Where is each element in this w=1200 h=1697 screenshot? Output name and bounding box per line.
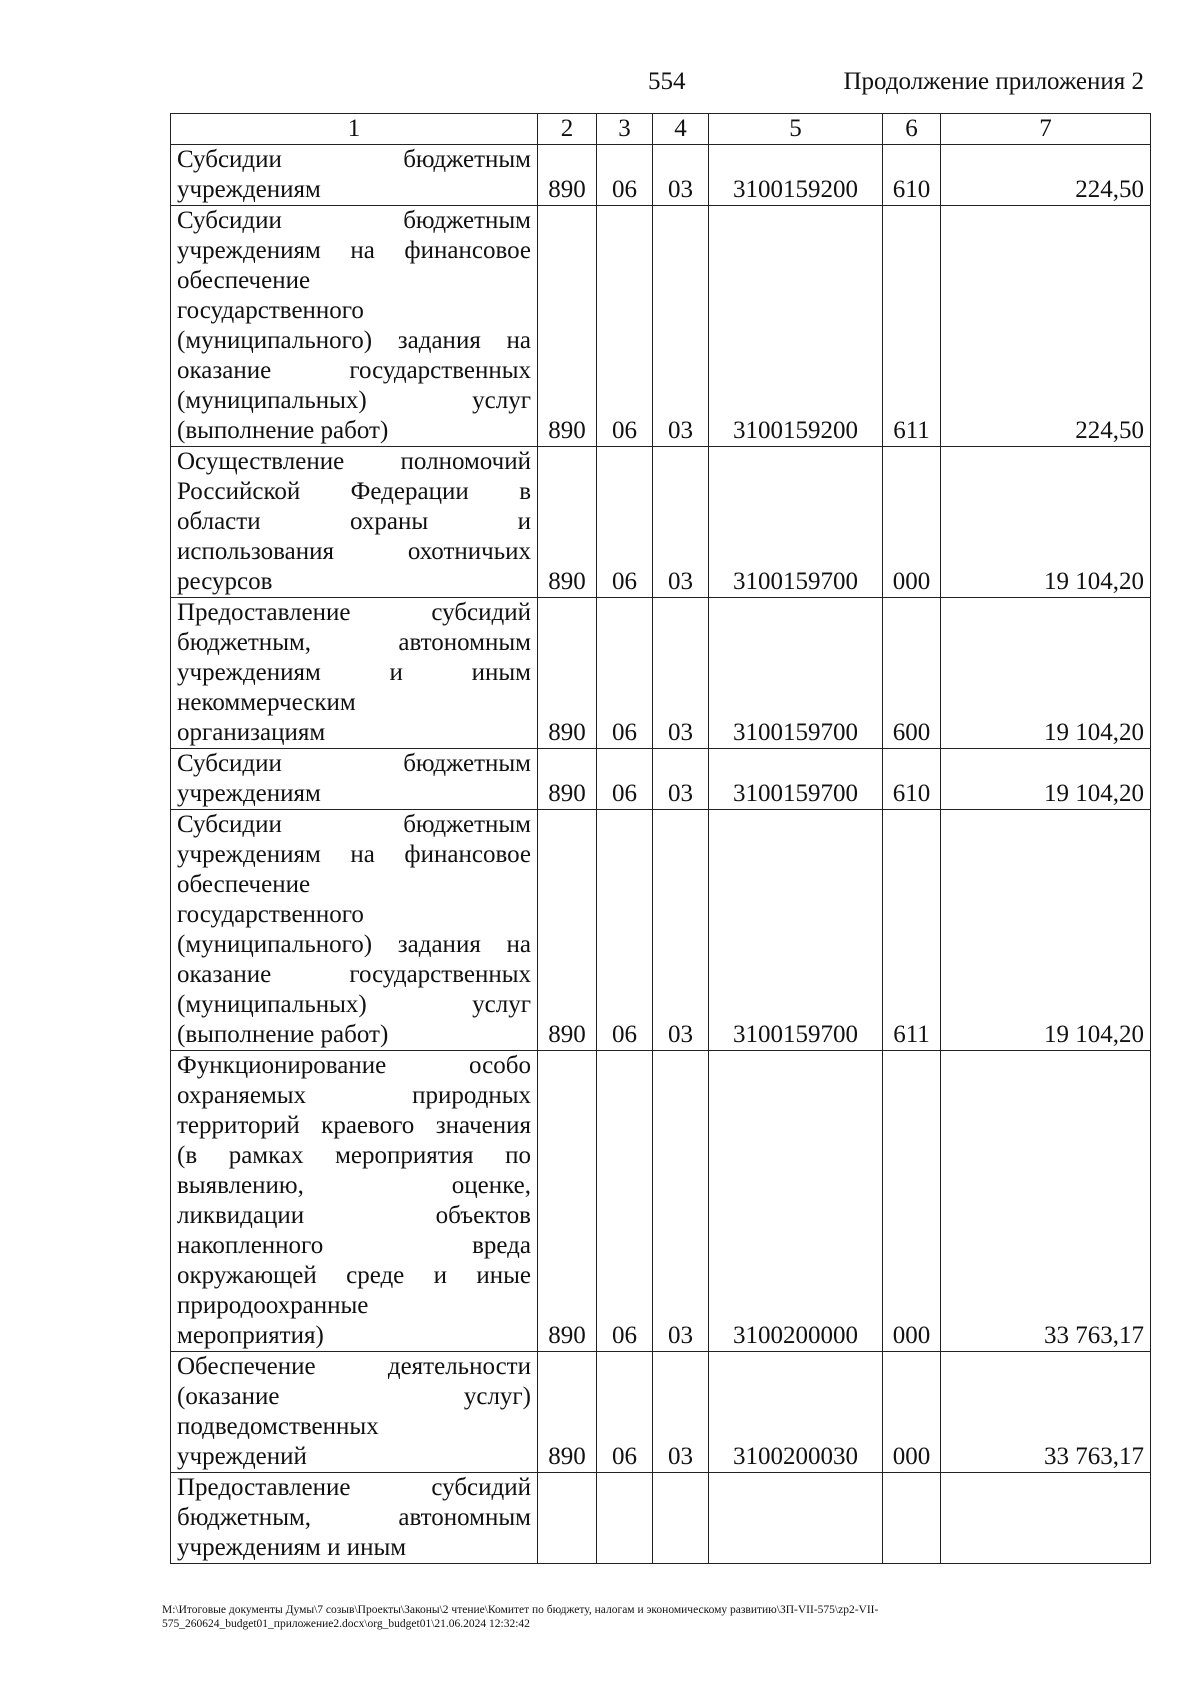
target-article-code: [709, 1473, 883, 1564]
description-line: Предоставление субсидий: [177, 599, 531, 626]
amount: 19 104,20: [941, 749, 1151, 810]
ministry-code: 890: [538, 1352, 597, 1473]
description-line: (в рамках мероприятия по: [177, 1142, 531, 1169]
description-line: учреждениям: [177, 780, 321, 807]
table-row: [171, 1473, 1151, 1564]
amount: 19 104,20: [941, 598, 1151, 749]
description-line: Российской Федерации в: [177, 478, 531, 505]
column-header-6: 6: [883, 114, 941, 145]
budget-table: [170, 113, 1151, 1564]
subsection-code: 03: [653, 810, 709, 1051]
section-code: [597, 1473, 653, 1564]
description-line: территорий краевого значения: [177, 1112, 531, 1139]
target-article-code: 3100200030: [709, 1352, 883, 1473]
description-line: Предоставление субсидий: [177, 1474, 531, 1501]
row-description: [171, 447, 538, 598]
description-line: Функционирование особо: [177, 1052, 531, 1079]
section-code: 06: [597, 749, 653, 810]
section-code: 06: [597, 145, 653, 206]
expense-type-code: 000: [883, 447, 941, 598]
description-line: (муниципальных) услуг: [177, 387, 531, 414]
section-code: 06: [597, 1352, 653, 1473]
table-body: [171, 145, 1151, 1564]
amount: 33 763,17: [941, 1352, 1151, 1473]
description-line: Субсидии бюджетным: [177, 146, 531, 173]
subsection-code: 03: [653, 598, 709, 749]
section-code: 06: [597, 1051, 653, 1352]
column-header-4: 4: [653, 114, 709, 145]
table-row: [171, 749, 1151, 810]
continuation-title: Продолжение приложения 2: [843, 68, 1144, 95]
description-line: государственного: [177, 297, 364, 324]
subsection-code: 03: [653, 447, 709, 598]
target-article-code: 3100159700: [709, 749, 883, 810]
amount: 33 763,17: [941, 1051, 1151, 1352]
subsection-code: 03: [653, 1051, 709, 1352]
table-row: [171, 598, 1151, 749]
description-line: окружающей среде и иные: [177, 1262, 531, 1289]
description-line: (выполнение работ): [177, 417, 389, 444]
table-row: [171, 1352, 1151, 1473]
description-line: учреждениям: [177, 176, 321, 203]
amount: 19 104,20: [941, 447, 1151, 598]
description-line: природоохранные: [177, 1292, 369, 1319]
row-description: [171, 145, 538, 206]
column-header-2: 2: [538, 114, 597, 145]
expense-type-code: 610: [883, 749, 941, 810]
amount: 19 104,20: [941, 810, 1151, 1051]
table-row: [171, 206, 1151, 447]
description-line: мероприятия): [177, 1322, 324, 1349]
description-line: (выполнение работ): [177, 1021, 389, 1048]
description-line: оказание государственных: [177, 961, 531, 988]
footer-file-path: M:\Итоговые документы Думы\7 созыв\Проекты\Законы\2 чтение\Комитет по бюджету, налогам и экономическому развитию\ЗП-VII-575\zp2-VII-575_260624_budget01_приложение2.docx\org_budget01\21.06.2024 12:32:42: [162, 1604, 879, 1630]
column-header-3: 3: [597, 114, 653, 145]
description-line: учреждениям и иным: [177, 659, 531, 686]
subsection-code: 03: [653, 749, 709, 810]
description-line: выявлению, оценке,: [177, 1172, 531, 1199]
row-description: [171, 598, 538, 749]
ministry-code: 890: [538, 206, 597, 447]
table-row: [171, 1051, 1151, 1352]
description-line: Обеспечение деятельности: [177, 1353, 531, 1380]
section-code: 06: [597, 810, 653, 1051]
description-line: (оказание услуг): [177, 1383, 531, 1410]
description-line: учреждениям и иным: [177, 1534, 407, 1561]
expense-type-code: 610: [883, 145, 941, 206]
subsection-code: 03: [653, 206, 709, 447]
ministry-code: 890: [538, 145, 597, 206]
description-line: Осуществление полномочий: [177, 448, 531, 475]
description-line: ликвидации объектов: [177, 1202, 531, 1229]
section-code: 06: [597, 447, 653, 598]
description-line: охраняемых природных: [177, 1082, 531, 1109]
description-line: бюджетным, автономным: [177, 629, 531, 656]
ministry-code: 890: [538, 1051, 597, 1352]
ministry-code: 890: [538, 810, 597, 1051]
row-description: [171, 206, 538, 447]
section-code: 06: [597, 598, 653, 749]
target-article-code: 3100200000: [709, 1051, 883, 1352]
description-line: государственного: [177, 901, 364, 928]
expense-type-code: [883, 1473, 941, 1564]
table-header-row: [171, 114, 1151, 145]
row-description: [171, 1473, 538, 1564]
target-article-code: 3100159700: [709, 810, 883, 1051]
description-line: Субсидии бюджетным: [177, 750, 531, 777]
ministry-code: 890: [538, 749, 597, 810]
section-code: 06: [597, 206, 653, 447]
description-line: подведомственных: [177, 1413, 379, 1440]
description-line: (муниципального) задания на: [177, 931, 531, 958]
ministry-code: 890: [538, 447, 597, 598]
description-line: Субсидии бюджетным: [177, 207, 531, 234]
description-line: учреждениям на финансовое: [177, 237, 531, 264]
table-row: [171, 447, 1151, 598]
description-line: оказание государственных: [177, 357, 531, 384]
description-line: Субсидии бюджетным: [177, 811, 531, 838]
column-header-5: 5: [709, 114, 883, 145]
column-header-1: 1: [171, 114, 538, 145]
description-line: некоммерческим: [177, 689, 356, 716]
description-line: (муниципальных) услуг: [177, 991, 531, 1018]
description-line: ресурсов: [177, 568, 273, 595]
target-article-code: 3100159200: [709, 206, 883, 447]
amount: [941, 1473, 1151, 1564]
column-header-7: 7: [941, 114, 1151, 145]
expense-type-code: 611: [883, 206, 941, 447]
row-description: [171, 1051, 538, 1352]
subsection-code: [653, 1473, 709, 1564]
description-line: организациям: [177, 719, 326, 746]
target-article-code: 3100159700: [709, 598, 883, 749]
ministry-code: 890: [538, 598, 597, 749]
expense-type-code: 000: [883, 1051, 941, 1352]
ministry-code: [538, 1473, 597, 1564]
description-line: обеспечение: [177, 871, 311, 898]
expense-type-code: 000: [883, 1352, 941, 1473]
description-line: области охраны и: [177, 508, 531, 535]
row-description: [171, 810, 538, 1051]
description-line: использования охотничьих: [177, 538, 531, 565]
page-number: 554: [648, 68, 686, 95]
target-article-code: 3100159200: [709, 145, 883, 206]
description-line: накопленного вреда: [177, 1232, 531, 1259]
description-line: бюджетным, автономным: [177, 1504, 531, 1531]
description-line: учреждений: [177, 1443, 307, 1470]
table-row: [171, 145, 1151, 206]
amount: 224,50: [941, 206, 1151, 447]
expense-type-code: 611: [883, 810, 941, 1051]
amount: 224,50: [941, 145, 1151, 206]
row-description: [171, 1352, 538, 1473]
description-line: (муниципального) задания на: [177, 327, 531, 354]
description-line: обеспечение: [177, 267, 311, 294]
row-description: [171, 749, 538, 810]
subsection-code: 03: [653, 145, 709, 206]
table-row: [171, 810, 1151, 1051]
subsection-code: 03: [653, 1352, 709, 1473]
expense-type-code: 600: [883, 598, 941, 749]
target-article-code: 3100159700: [709, 447, 883, 598]
description-line: учреждениям на финансовое: [177, 841, 531, 868]
